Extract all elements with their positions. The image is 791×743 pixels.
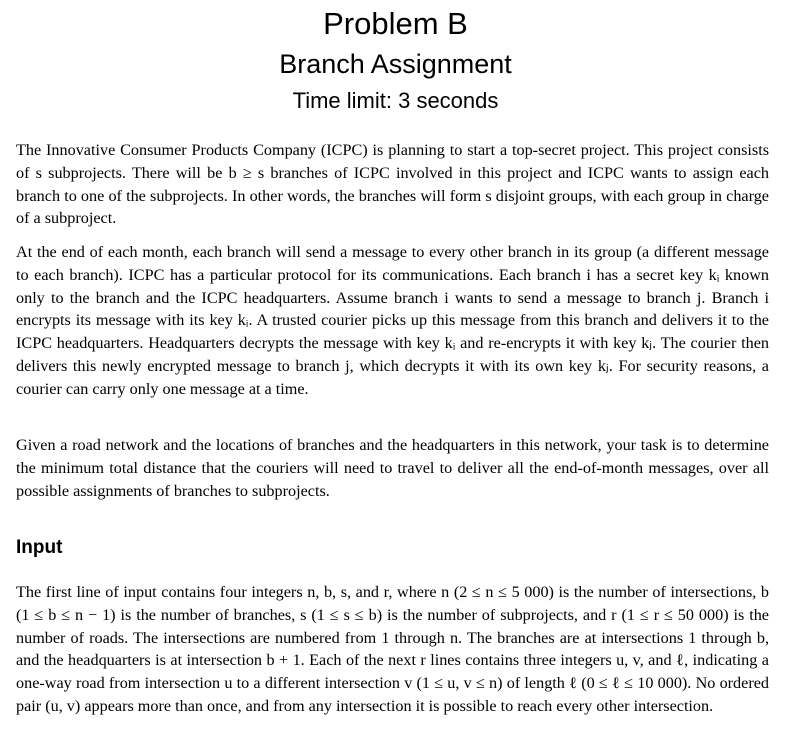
problem-label: Problem B <box>323 6 468 41</box>
input-paragraph: The first line of input contains four integers n, b, s, and r, where n (2 ≤ n ≤ 5 000) is the number of intersections, b (1 ≤ b ≤ n − 1) is the number of branches, s (1 ≤ s ≤ b) is the number of subprojects, and r (1 ≤ r ≤ 50 000) is the number of roads. The intersections are numbered from 1 through n. The branches are at intersections 1 through b, and the headquarters is at intersection b + 1. Each of the next r lines contains three integers u, v, and ℓ, indicating a one-way road from intersection u to a different intersection v (1 ≤ u, v ≤ n) of length ℓ (0 ≤ ℓ ≤ 10 000). No ordered pair (u, v) appears more than once, and from any intersection it is possible to reach every other intersection. <box>16 583 769 715</box>
statement-paragraph-1: The Innovative Consumer Products Company (ICPC) is planning to start a top-secret project. This project consists of s subprojects. There will be b ≥ s branches of ICPC involved in this project and ICPC wants to assign each branch to one of the subprojects. In other words, the branches will form s disjoint groups, with each group in charge of a subproject. <box>16 141 769 228</box>
input-heading: Input <box>16 537 63 558</box>
problem-title: Branch Assignment <box>279 49 512 79</box>
statement-paragraph-2: At the end of each month, each branch will send a message to every other branch in its group (a different message to each branch). ICPC has a particular protocol for its communications. Each branch i has a secret key kᵢ known only to the branch and the ICPC headquarters. Assume branch i wants to send a message to branch j. Branch i encrypts its message with its key kᵢ. A trusted courier picks up this message from this branch and delivers it to the ICPC headquarters. Headquarters decrypts the message with key kᵢ and re-encrypts it with key kⱼ. The courier then delivers this newly encrypted message to branch j, which decrypts it with its own key kⱼ. For security reasons, a courier can carry only one message at a time. <box>16 243 769 398</box>
statement-paragraph-3: Given a road network and the locations of branches and the headquarters in this network, your task is to determine the minimum total distance that the couriers will need to travel to deliver all the end-of-month messages, over all possible assignments of branches to subprojects. <box>16 436 769 500</box>
time-limit: Time limit: 3 seconds <box>292 88 499 113</box>
